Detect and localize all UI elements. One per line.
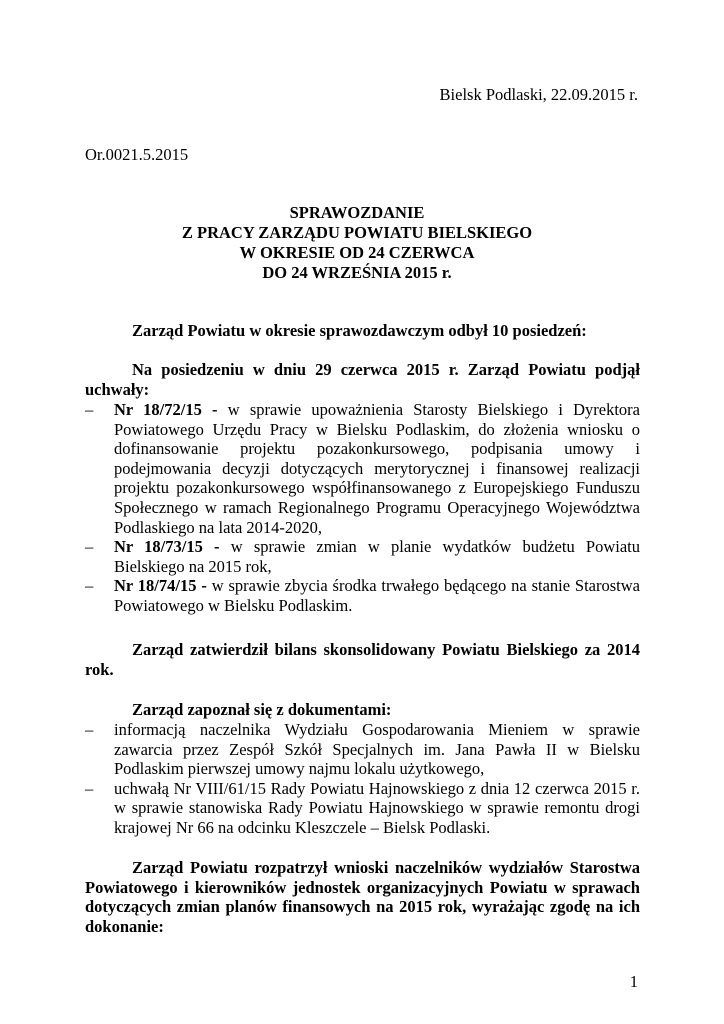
dash-bullet: –	[85, 720, 94, 739]
resolutions-list	[85, 400, 640, 616]
list-item	[85, 576, 640, 615]
title-line: DO 24 WRZEŚNIA 2015 r.	[262, 263, 452, 282]
resolution-number: Nr 18/74/15 -	[114, 576, 207, 596]
dash-bullet: –	[85, 576, 94, 596]
documents-heading: Zarząd zapoznał się z dokumentami:	[132, 700, 392, 719]
resolution-text: w sprawie zmian w planie wydatków budżetu Powiatu Bielskiego na 2015 rok,	[114, 537, 640, 576]
list-item	[85, 779, 640, 838]
documents-list	[85, 720, 640, 838]
dash-bullet: –	[85, 778, 94, 798]
title-line: SPRAWOZDANIE	[289, 203, 425, 222]
meetings-summary: Zarząd Powiatu w okresie sprawozdawczym odbył 10 posiedzeń:	[132, 321, 587, 340]
document-item-text: uchwałą Nr VIII/61/15 Rady Powiatu Hajnowskiego z dnia 12 czerwca 2015 r. w sprawie stanowiska Rady Powiatu Hajnowskiego w sprawie remontu drogi krajowej Nr 66 na odcinku Kleszczele – Bielsk Podlaski.	[114, 778, 640, 837]
financial-plans-paragraph: Zarząd Powiatu rozpatrzył wnioski naczelników wydziałów Starostwa Powiatowego i kierowników jednostek organizacyjnych Powiatu w sprawach dotyczących zmian planów finansowych na 2015 rok, wyrażając zgodę na ich dokonanie:	[85, 858, 640, 936]
dash-bullet: –	[85, 400, 94, 419]
reference-number: Or.0021.5.2015	[85, 145, 189, 164]
page-number: 1	[629, 972, 638, 991]
place-date: Bielsk Podlaski, 22.09.2015 r.	[439, 85, 638, 104]
balance-approval: Zarząd zatwierdził bilans skonsolidowany Powiatu Bielskiego za 2014 rok.	[85, 640, 640, 679]
session-heading: Na posiedzeniu w dniu 29 czerwca 2015 r. Zarząd Powiatu podjął uchwały:	[85, 360, 640, 399]
title-line: W OKRESIE OD 24 CZERWCA	[239, 243, 475, 262]
list-item	[85, 720, 640, 779]
resolution-text: w sprawie upoważnienia Starosty Bielskiego i Dyrektora Powiatowego Urzędu Pracy w Bielsku Podlaskim, do złożenia wniosku o dofinansowanie projektu pozakonkursowego, podpisania umowy i podejmowania decyzji dotyczących merytorycznej i finansowej realizacji projektu pozakonkursowego współfinansowanego z Europejskiego Funduszu Społecznego w ramach Regionalnego Programu Operacyjnego Województwa Podlaskiego na lata 2014-2020,	[114, 400, 640, 537]
resolution-number: Nr 18/73/15 -	[114, 537, 220, 557]
list-item	[85, 400, 640, 537]
document-item-text: informacją naczelnika Wydziału Gospodarowania Mieniem w sprawie zawarcia przez Zespół Szkół Specjalnych im. Jana Pawła II w Bielsku Podlaskim pierwszej umowy najmu lokalu użytkowego,	[114, 720, 640, 779]
dash-bullet: –	[85, 537, 94, 557]
document-title	[85, 203, 629, 283]
resolution-text: w sprawie zbycia środka trwałego będącego na stanie Starostwa Powiatowego w Bielsku Podlaskim.	[114, 576, 640, 615]
resolution-number: Nr 18/72/15 -	[114, 400, 218, 419]
list-item	[85, 537, 640, 576]
title-line: Z PRACY ZARZĄDU POWIATU BIELSKIEGO	[181, 223, 533, 242]
